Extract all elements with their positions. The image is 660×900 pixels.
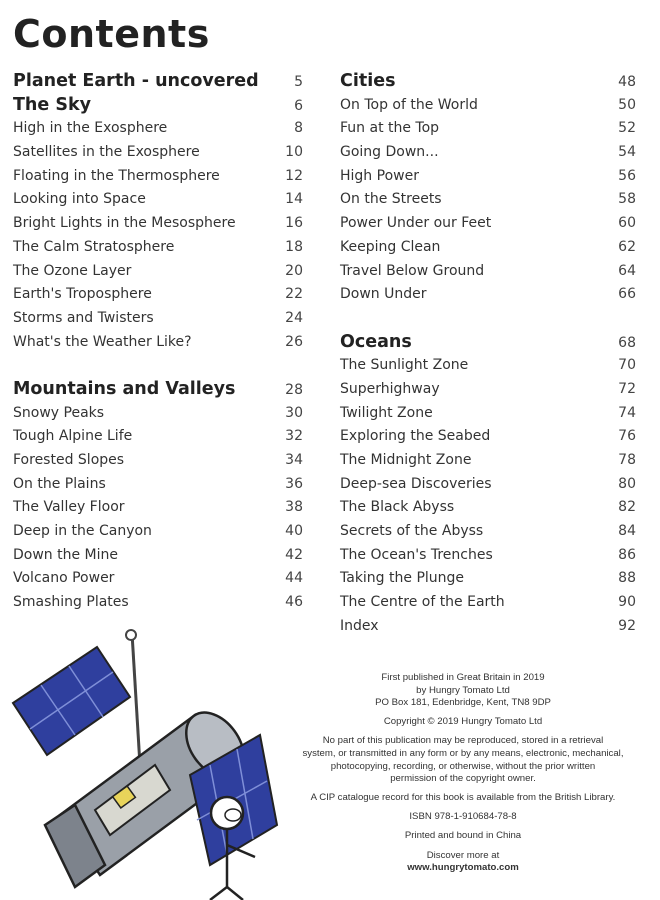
toc-section-heading[interactable] [13, 378, 303, 402]
toc-entry[interactable] [13, 591, 303, 615]
toc-entry[interactable] [340, 236, 636, 260]
toc-entry-title: Forested Slopes [13, 452, 125, 468]
toc-entry[interactable] [13, 402, 303, 426]
toc-page-number: 40 [285, 523, 303, 540]
toc-entry[interactable] [340, 544, 636, 568]
toc-entry[interactable] [13, 141, 303, 165]
toc-entry-title: Smashing Plates [13, 594, 129, 611]
toc-page-number: 16 [285, 215, 303, 232]
toc-page-number: 90 [618, 594, 636, 611]
toc-page-number: 72 [618, 380, 636, 397]
toc-page-number: 28 [285, 381, 303, 398]
toc-section-heading[interactable] [13, 94, 303, 118]
toc-entry-title: Tough Alpine Life [13, 428, 133, 445]
toc-entry-title: The Midnight Zone [340, 452, 472, 468]
toc-entry[interactable] [340, 283, 636, 307]
space-telescope-illustration [5, 625, 280, 900]
toc-entry[interactable] [340, 449, 636, 473]
toc-page-number: 82 [618, 499, 636, 516]
toc-entry[interactable] [340, 188, 636, 212]
toc-entry[interactable] [13, 117, 303, 141]
page-title: Contents [13, 12, 210, 56]
discover-more: Discover more at www.hungrytomato.com [407, 849, 519, 874]
toc-entry-title: High Power [340, 167, 419, 184]
toc-page-number: 70 [618, 357, 636, 374]
toc-entry[interactable] [13, 567, 303, 591]
toc-page-number: 84 [618, 523, 636, 540]
toc-page-number: 50 [618, 96, 636, 113]
toc-entry-title: Secrets of the Abyss [340, 523, 484, 540]
toc-entry-title: Travel Below Ground [340, 262, 485, 279]
toc-entry[interactable] [13, 212, 303, 236]
toc-entry-title: Taking the Plunge [340, 570, 465, 587]
toc-entry-title: Power Under our Feet [340, 215, 492, 232]
toc-entry-title: Satellites in the Exosphere [13, 144, 200, 161]
toc-entry-title: Deep-sea Discoveries [340, 475, 492, 492]
toc-page-number: 34 [285, 452, 303, 468]
printed-notice: Printed and bound in China [404, 830, 522, 842]
toc-entry[interactable] [340, 260, 636, 284]
section-spacer [13, 354, 303, 378]
toc-entry-title: Bright Lights in the Mesosphere [13, 215, 236, 232]
isbn: ISBN 978-1-910684-78-8 [409, 811, 517, 823]
toc-page-number: 18 [285, 238, 303, 255]
toc-entry-title: Storms and Twisters [13, 309, 154, 326]
toc-entry-title: The Valley Floor [13, 499, 125, 516]
toc-entry-title: The Sky [13, 94, 92, 115]
toc-page-number: 22 [285, 286, 303, 303]
toc-page-number: 58 [618, 191, 636, 208]
toc-page-number: 36 [285, 475, 303, 492]
antenna-tip [126, 630, 136, 640]
website-link[interactable]: www.hungrytomato.com [407, 862, 519, 874]
toc-entry[interactable] [13, 425, 303, 449]
toc-entry-title: Volcano Power [13, 570, 115, 587]
toc-page-number: 80 [618, 475, 636, 492]
toc-entry-title: The Ozone Layer [13, 262, 132, 279]
toc-entry-title: Deep in the Canyon [13, 523, 152, 540]
toc-page-number: 68 [618, 334, 636, 351]
toc-entry-title: The Calm Stratosphere [13, 238, 175, 255]
toc-entry-title: The Sunlight Zone [340, 357, 469, 374]
toc-entry-title: Oceans [340, 331, 412, 352]
toc-page-number: 86 [618, 546, 636, 563]
toc-entry[interactable] [340, 141, 636, 165]
toc-section-heading[interactable] [340, 70, 636, 94]
toc-entry-title: Fun at the Top [340, 120, 440, 137]
toc-entry-title: On the Streets [340, 191, 442, 208]
toc-entry[interactable] [340, 212, 636, 236]
toc-entry[interactable] [13, 520, 303, 544]
toc-page-number: 48 [618, 74, 636, 90]
toc-page-number: 44 [285, 570, 303, 587]
toc-entry-title: Down the Mine [13, 546, 118, 563]
toc-entry-title: The Black Abyss [340, 499, 455, 516]
toc-page-number: 20 [285, 262, 303, 279]
toc-page-number: 10 [285, 144, 303, 161]
solar-panel-left [13, 647, 130, 755]
toc-entry[interactable] [340, 402, 636, 426]
toc-entry[interactable] [340, 591, 636, 615]
toc-page-number: 92 [618, 617, 636, 634]
toc-entry-title: The Ocean's Trenches [340, 546, 493, 563]
toc-entry-title: Cities [340, 71, 396, 91]
toc-page-number: 38 [285, 499, 303, 516]
toc-entry[interactable] [340, 496, 636, 520]
toc-page-number: 42 [285, 546, 303, 563]
toc-section-heading[interactable] [340, 331, 636, 355]
toc-page-number: 30 [285, 404, 303, 421]
toc-entry-title: Earth's Troposphere [13, 286, 152, 303]
toc-page-number: 74 [618, 404, 636, 421]
toc-page-number: 62 [618, 238, 636, 255]
toc-entry[interactable] [13, 307, 303, 331]
toc-entry-title: Superhighway [340, 380, 440, 397]
toc-entry[interactable] [340, 473, 636, 497]
toc-entry[interactable] [13, 283, 303, 307]
toc-page-number: 56 [618, 167, 636, 184]
toc-page-number: 60 [618, 215, 636, 232]
toc-entry[interactable] [13, 188, 303, 212]
toc-entry[interactable] [340, 117, 636, 141]
contents-column-left [13, 70, 303, 615]
toc-page-number: 14 [285, 191, 303, 208]
toc-entry-title: Mountains and Valleys [13, 378, 236, 399]
toc-page-number: 46 [285, 594, 303, 611]
toc-entry[interactable] [340, 354, 636, 378]
toc-entry[interactable] [340, 425, 636, 449]
toc-page-number: 66 [618, 286, 636, 303]
toc-entry-title: Floating in the Thermosphere [13, 167, 220, 184]
toc-entry-title: Exploring the Seabed [340, 428, 491, 445]
toc-entry-title: Keeping Clean [340, 238, 441, 255]
toc-page-number: 32 [285, 428, 303, 445]
toc-page-number: 64 [618, 262, 636, 279]
toc-entry-title: Snowy Peaks [13, 404, 105, 421]
rights-notice: No part of this publication may be reproduced, stored in a retrieval system, or transmitted in any form or by any means, electronic, mechanical, photocopying, recording, or otherwise, without the prior written permission of the copyright owner. [302, 735, 624, 785]
toc-entry-title: High in the Exosphere [13, 120, 168, 137]
toc-page-number: 24 [285, 309, 303, 326]
toc-entry-title: Twilight Zone [340, 404, 433, 421]
toc-entry-title: The Centre of the Earth [340, 594, 505, 611]
toc-entry[interactable] [340, 378, 636, 402]
toc-entry-title: Looking into Space [13, 191, 146, 208]
toc-page-number: 76 [618, 428, 636, 445]
toc-page-number: 5 [294, 74, 303, 90]
toc-page-number: 88 [618, 570, 636, 587]
toc-page-number: 26 [285, 333, 303, 350]
toc-entry[interactable] [13, 260, 303, 284]
toc-entry-title: Planet Earth - uncovered [13, 71, 259, 91]
toc-entry-title: What's the Weather Like? [13, 333, 192, 350]
toc-entry[interactable] [340, 615, 636, 639]
section-spacer [340, 307, 636, 331]
toc-entry[interactable] [340, 567, 636, 591]
toc-entry[interactable] [340, 520, 636, 544]
toc-entry[interactable] [340, 94, 636, 118]
toc-entry-title: Down Under [340, 286, 427, 303]
cip-notice: A CIP catalogue record for this book is available from the British Library. [310, 792, 616, 804]
toc-entry-title: On Top of the World [340, 96, 478, 113]
imprint-block [278, 672, 648, 881]
toc-entry-title: On the Plains [13, 475, 106, 492]
contents-column-right [340, 70, 636, 639]
publisher-info: First published in Great Britain in 2019 by Hungry Tomato Ltd PO Box 181, Edenbridge, Kent, TN8 9DP [375, 672, 551, 709]
toc-page-number: 54 [618, 144, 636, 161]
toc-page-number: 52 [618, 120, 636, 137]
toc-section-heading[interactable] [13, 70, 303, 94]
toc-page-number: 12 [285, 167, 303, 184]
toc-entry[interactable] [13, 449, 303, 473]
toc-entry[interactable] [13, 496, 303, 520]
copyright-notice: Copyright © 2019 Hungry Tomato Ltd [383, 716, 543, 728]
toc-entry[interactable] [13, 165, 303, 189]
toc-entry[interactable] [13, 544, 303, 568]
toc-page-number: 6 [294, 97, 303, 114]
toc-entry[interactable] [340, 165, 636, 189]
toc-page-number: 78 [618, 452, 636, 468]
toc-entry-title: Going Down... [340, 144, 439, 161]
toc-page-number: 8 [294, 120, 303, 137]
toc-entry-title: Index [340, 617, 379, 634]
toc-entry[interactable] [13, 236, 303, 260]
toc-entry[interactable] [13, 331, 303, 355]
toc-entry[interactable] [13, 473, 303, 497]
